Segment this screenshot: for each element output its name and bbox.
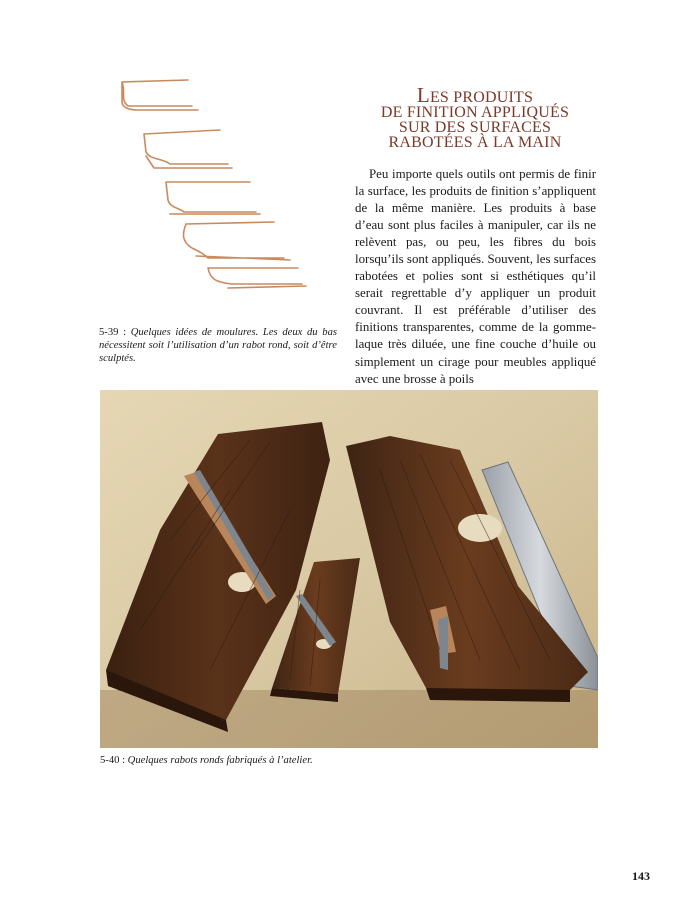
figure-5-39-caption: [99, 326, 337, 366]
title-line-4: RABOTÉES À LA MAIN: [388, 134, 562, 151]
figure-5-39-text: Quelques idées de moulures. Les deux du bas nécessitent soit l’utilisation d’un rabot rond, soit d’être sculptés.: [99, 327, 337, 365]
title-line-1: [355, 83, 595, 107]
figure-5-40-caption: [100, 754, 500, 767]
figure-5-40-number: 5-40 :: [100, 755, 128, 766]
moulding-sketch-illustration: [100, 72, 336, 324]
title-line-1-rest: ES PRODUITS: [429, 89, 534, 106]
body-paragraph: Peu importe quels outils ont permis de finir la surface, les produits de finition s’appliquent de la même manière. Les produits à base d’eau sont plus faciles à manipuler, car ils ne relèvent pas, ou peu, les fibres du bois lorsqu’ils sont appliqués. Souvent, les surfaces rabotées et polies sont si esthétiques qu’il serait regrettable d’y appliquer un produit couvrant. Il est préférable d’utiliser des finitions transparentes, comme de la gomme-laque très diluée, une fine couche d’huile ou simplement un cirage pour meubles appliqué avec une brosse à poils: [355, 167, 596, 386]
title-line-3: SUR DES SURFACES: [398, 119, 552, 136]
figure-5-40-text: Quelques rabots ronds fabriqués à l’atelier.: [127, 755, 313, 766]
hand-planes-photo: [100, 390, 598, 748]
title-line-2: DE FINITION APPLIQUÉS: [380, 104, 570, 121]
section-title: [355, 83, 595, 151]
page-number: 143: [632, 869, 650, 883]
figure-5-39-number: 5-39 :: [99, 327, 131, 338]
title-initial: L: [416, 83, 430, 107]
